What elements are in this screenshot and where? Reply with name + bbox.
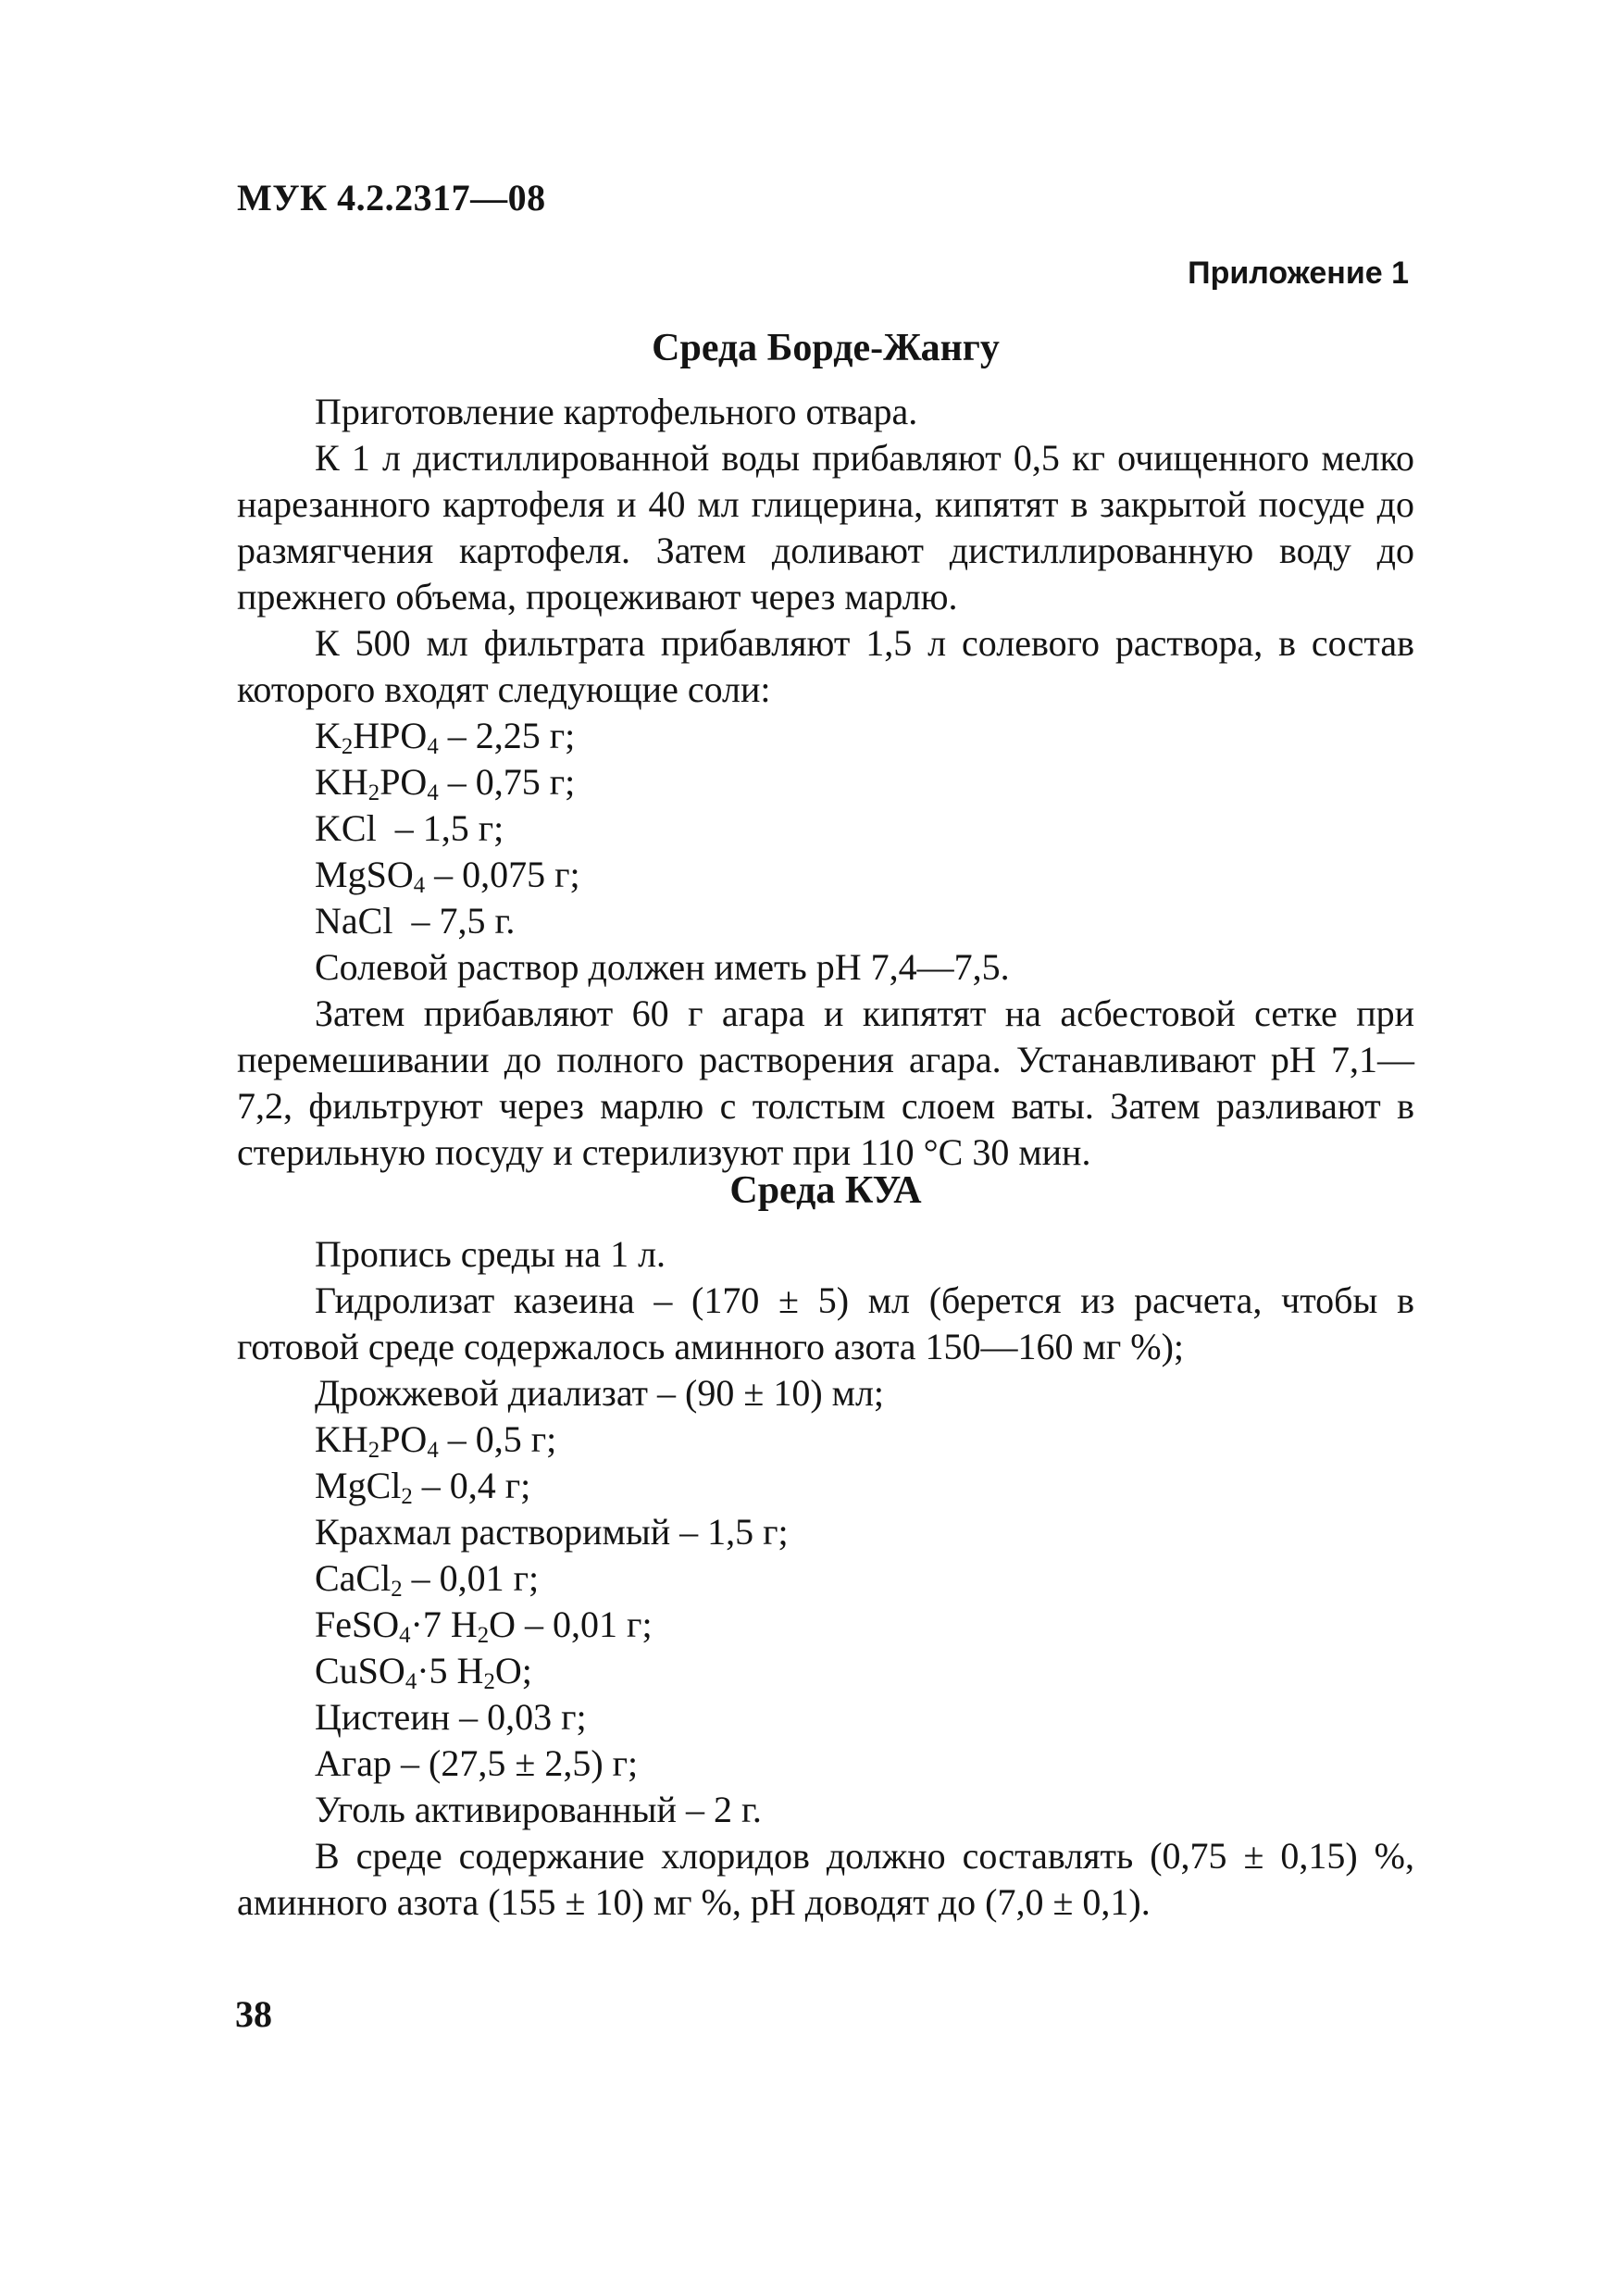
section-body-borde-gengou — [237, 389, 1414, 1176]
list-item: $KH_2PO_4 - 0,75$ г; — [315, 761, 576, 806]
list-item: $KH_2PO_4 - 0,5$ г; — [315, 1418, 557, 1464]
appendix-label: Приложение 1 — [1188, 256, 1409, 291]
document-code: МУК 4.2.2317—08 — [237, 177, 546, 218]
list-item: CaCl$_2$ – 0,01 г; — [315, 1557, 540, 1603]
list-item: Уголь активированный – 2 г. — [315, 1789, 762, 1830]
list-item: MgSO$_4$ – 0,075 г; — [315, 854, 580, 899]
list-item: NaCl – 7,5 г. — [315, 900, 516, 942]
list-item: KCl – 1,5 г; — [315, 807, 504, 849]
ingredient-list — [237, 1370, 1414, 1833]
section-title-borde-gengou: Среда Борде-Жангу — [652, 327, 1000, 369]
paragraph: В среде содержание хлоридов должно составлять (0,75 ± 0,15) %, аминного азота (155 ± 10) мг %, pH доводят до (7,0 ± 0,1). — [237, 1835, 1414, 1923]
list-item: Цистеин – 0,03 г; — [315, 1696, 587, 1738]
paragraph: К 500 мл фильтрата прибавляют 1,5 л солевого раствора, в состав которого входят следующие соли: — [237, 622, 1414, 710]
list-item: Агар – (27,5 ± 2,5) г; — [315, 1742, 639, 1784]
section-body-kua — [237, 1231, 1414, 1926]
paragraph: Приготовление картофельного отвара. — [315, 391, 918, 432]
section-title-kua: Среда КУА — [729, 1169, 922, 1212]
list-item: Крахмал растворимый – 1,5 г; — [315, 1511, 789, 1553]
list-item: MgCl$_2$ – 0,4 г; — [315, 1465, 531, 1510]
page-number: 38 — [235, 1993, 272, 2035]
list-item: $K_2HPO_4 - 2,25$ г; — [315, 715, 576, 760]
paragraph: Гидролизат казеина – (170 ± 5) мл (берется из расчета, чтобы в готовой среде содержалось аминного азота 150—160 мг %); — [237, 1279, 1414, 1367]
paragraph: Солевой раствор должен иметь pH 7,4—7,5. — [315, 946, 1010, 988]
list-item: Дрожжевой диализат – (90 ± 10) мл; — [315, 1372, 885, 1414]
paragraph: Затем прибавляют 60 г агара и кипятят на асбестовой сетке при перемешивании до полного растворения агара. Устанавливают pH 7,1—7,2, фильтруют через марлю с толстым слоем ваты. Затем разливают в стерильную посуду и стерилизуют при 110 °С 30 мин. — [237, 992, 1414, 1173]
paragraph: Пропись среды на 1 л. — [315, 1233, 666, 1275]
list-item: CuSO$_4$·5 $H_2O$; — [315, 1650, 532, 1695]
salt-list — [237, 713, 1414, 944]
list-item: FeSO$_4$·7 $H_2O - 0,01$ г; — [315, 1603, 653, 1649]
paragraph: К 1 л дистиллированной воды прибавляют 0,5 кг очищенного мелко нарезанного картофеля и 40 мл глицерина, кипятят в закрытой посуде до размягчения картофеля. Затем доливают дистиллированную воду до прежнего объема, процеживают через марлю. — [237, 437, 1414, 618]
